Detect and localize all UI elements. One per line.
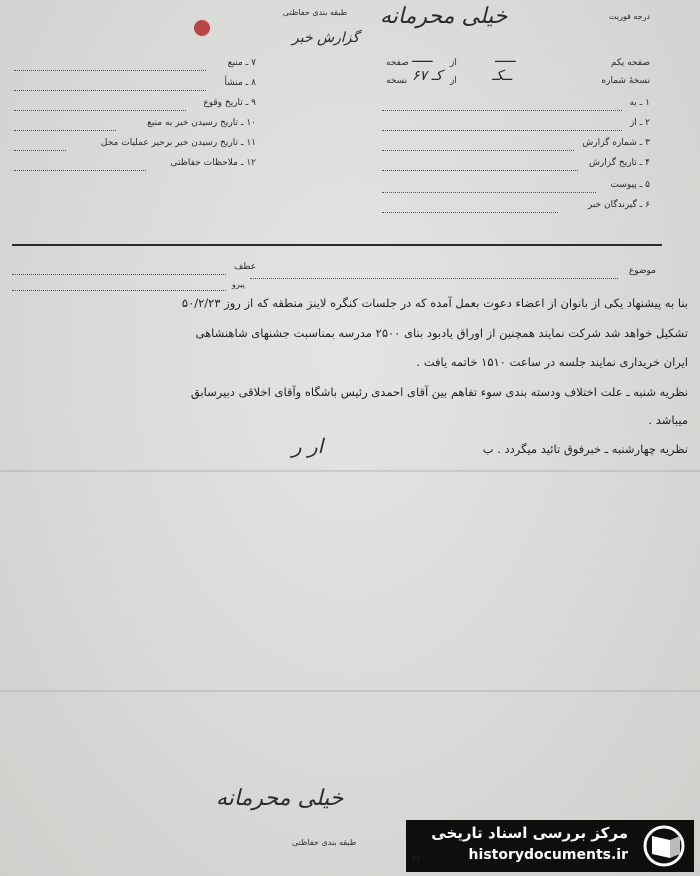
page-code: ۴۶ bbox=[412, 854, 421, 863]
field-received-hq-line bbox=[14, 150, 66, 151]
field-attachment-line bbox=[382, 192, 596, 193]
field-received-source: ۱۰ ـ تاریخ رسیدن خبر به منبع bbox=[147, 118, 256, 128]
header-divider bbox=[12, 244, 662, 246]
field-report-date-line bbox=[382, 170, 578, 171]
signature-initials: ار ر bbox=[292, 434, 324, 458]
classification-bottom: طبقه بندی حفاظتی bbox=[292, 838, 357, 847]
subject-line bbox=[250, 278, 618, 279]
stamp-handwritten-top: خیلی محرمانه bbox=[380, 4, 508, 29]
ref-peyro-line bbox=[12, 290, 226, 291]
brand-name: مرکز بررسی اسناد تاریخی bbox=[431, 824, 628, 842]
body-line-4: نظریه شنبه ـ علت اختلاف ودسته بندی سوء تفاهم بین آقای احمدی رئیس باشگاه وآقای اخلاقی دبیرسابق bbox=[190, 385, 688, 399]
body-line-5: میباشد . bbox=[648, 413, 688, 427]
field-received-hq: ۱۱ ـ تاریخ رسیدن خبر برحیر عملیات محل bbox=[100, 138, 256, 148]
field-report-number-line bbox=[382, 150, 574, 151]
copy-handwritten: ــکـ bbox=[492, 68, 513, 84]
field-recipients-line bbox=[382, 212, 558, 213]
ref-atf-label: عطف bbox=[234, 262, 257, 272]
field-notes-line bbox=[14, 170, 146, 171]
subject-label: موضوع bbox=[628, 266, 656, 276]
page-handwritten: ـــــ bbox=[412, 50, 433, 66]
field-event-date-line bbox=[14, 110, 186, 111]
report-title: گزارش خبر bbox=[292, 30, 360, 46]
brand-url: historydocuments.ir bbox=[468, 847, 628, 863]
field-attachment: ۵ ـ پیوست bbox=[610, 180, 650, 190]
brand-watermark bbox=[406, 820, 694, 872]
ref-atf-line bbox=[12, 274, 226, 275]
brand-logo-icon bbox=[636, 824, 688, 868]
field-notes: ۱۲ ـ ملاحظات حفاظتی bbox=[170, 158, 256, 168]
body-line-2: تشکیل خواهد شد شرکت نمایند همچنین از اوراق یادبود بنای ۲۵۰۰ مدرسه بمناسبت جشنهای شاهنشاهی bbox=[195, 326, 688, 340]
body-line-6: نظریه چهارشنبه ـ خبرفوق تائید میگردد . ب bbox=[482, 442, 688, 456]
paper-fold bbox=[0, 690, 700, 692]
field-from-line bbox=[382, 130, 622, 131]
page-one-label: صفحه یکم bbox=[610, 58, 650, 68]
classification-top: طبقه بندی حفاظتی bbox=[282, 8, 348, 17]
field-recipients: ۶ ـ گیرندگان خبر bbox=[587, 200, 650, 210]
az-label: از bbox=[450, 58, 457, 68]
body-line-3: ایران خریداری نمایند جلسه در ساعت ۱۵۱۰ خاتمه یافت . bbox=[416, 355, 688, 369]
field-source-line bbox=[14, 70, 206, 71]
body-line-1: بنا به پیشنهاد یکی از بانوان از اعضاء دعوت بعمل آمده که در جلسات کنگره لاینز منطقه که از روز ۵۰/۲/۲۳ bbox=[181, 296, 688, 310]
field-to-line bbox=[382, 110, 622, 111]
priority-label: درجه فوریت bbox=[608, 12, 650, 21]
field-received-source-line bbox=[14, 130, 116, 131]
field-from: ۲ ـ از bbox=[629, 118, 650, 128]
copy-word-label: نسخه bbox=[386, 76, 408, 86]
page-word-label: صفحه bbox=[386, 58, 409, 68]
page-handwritten: ـــــ bbox=[495, 50, 516, 66]
field-origin: ۸ ـ منشأ bbox=[224, 78, 256, 88]
field-origin-line bbox=[14, 90, 206, 91]
az-label: از bbox=[450, 76, 457, 86]
copy-number-label: نسخهٔ شماره bbox=[601, 76, 650, 86]
field-report-date: ۴ ـ تاریخ گزارش bbox=[588, 158, 650, 168]
copy-handwritten: کـ ۶۷ bbox=[412, 68, 443, 84]
field-report-number: ۳ ـ شماره گزارش bbox=[582, 138, 650, 148]
ref-peyro-label: پیرو bbox=[232, 280, 245, 289]
field-source: ۷ ـ منبع bbox=[227, 58, 256, 68]
stamp-handwritten-bottom: خیلی محرمانه bbox=[216, 786, 344, 811]
red-stain bbox=[194, 20, 210, 36]
field-to: ۱ ـ به bbox=[629, 98, 650, 108]
field-event-date: ۹ ـ تاریخ وقوع bbox=[203, 98, 256, 108]
paper-fold bbox=[0, 470, 700, 472]
